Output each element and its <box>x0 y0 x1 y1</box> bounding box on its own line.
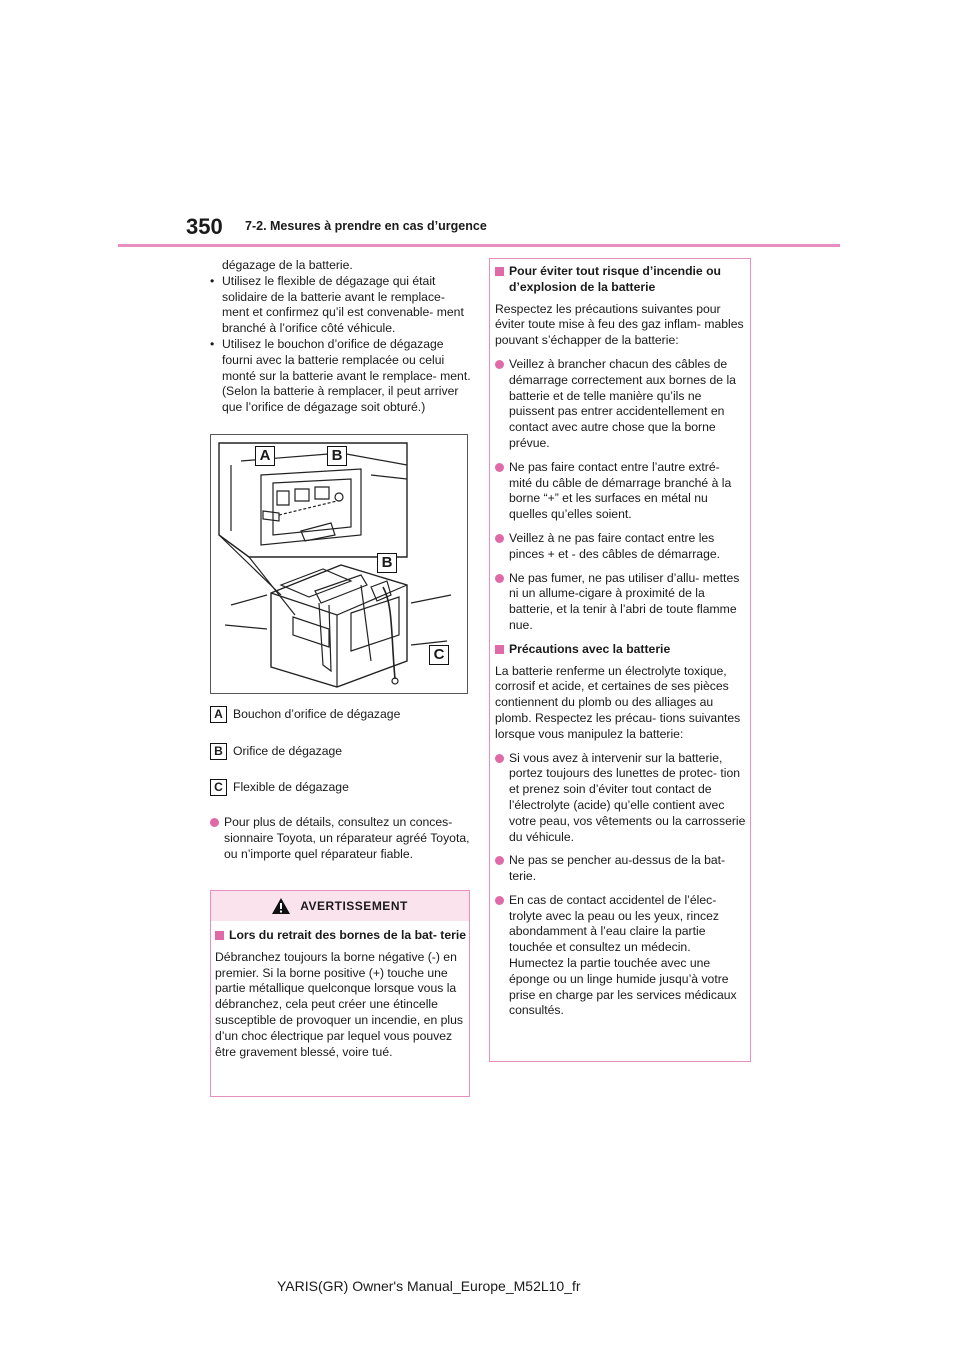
caution-paragraph: La batterie renferme un électrolyte toxique, corrosif et acide, et certaines de ses pièces contiennent du plomb ou des alliages au plomb. Respectez les précau- tions suivantes lorsque vous manipulez la batterie: <box>495 663 741 741</box>
legend-key: A <box>210 706 227 723</box>
legend-item <box>210 742 472 760</box>
bullet-item <box>210 274 472 337</box>
warning-body <box>211 921 469 1060</box>
figure-label-a: A <box>255 446 275 466</box>
intro-line: dégazage de la batterie. <box>222 258 353 272</box>
legend-item <box>210 706 472 724</box>
caution-item: En cas de contact accidentel de l’élec- trolyte avec la peau ou les yeux, rincez abondamment à l’eau claire la partie touchée et consultez un médecin. Humectez la partie touchée avec une éponge ou un linge humide jusqu’à votre prise en charge par les services médicaux consultés. <box>495 893 746 1019</box>
caution-item: Ne pas faire contact entre l’autre extré- mité du câble de démarrage branché à la borne “+” et les surfaces en métal nu quelles qu’elles soient. <box>495 460 746 523</box>
warning-title: AVERTISSEMENT <box>300 899 408 913</box>
caution-box <box>489 258 751 1062</box>
bullet-item <box>210 337 472 416</box>
bullet-mark: • <box>210 273 215 288</box>
caution-item: Veillez à ne pas faire contact entre les pinces + et - des câbles de démarrage. <box>495 531 746 563</box>
caution-heading: Pour éviter tout risque d’incendie ou d’explosion de la batterie <box>495 264 746 296</box>
caution-item: Ne pas fumer, ne pas utiliser d’allu- mettes ni un allume-cigare à proximité de la batterie, et la tenir à l’abri de toute flamme nue. <box>495 571 746 634</box>
figure-label-b: B <box>377 553 397 573</box>
caution-heading: Précautions avec la batterie <box>495 642 746 658</box>
legend-key: C <box>210 779 227 796</box>
legend-text: Flexible de dégazage <box>233 780 349 795</box>
battery-illustration <box>210 434 468 694</box>
caution-item: Veillez à brancher chacun des câbles de démarrage correctement aux bornes de la batterie et de telle manière qu’ils ne puissent pas entrer accidentellement en contact avec autre chose que la borne prévue. <box>495 357 746 452</box>
header-rule <box>118 244 840 247</box>
warning-triangle-icon <box>272 898 290 914</box>
figure-legend <box>210 706 472 797</box>
left-column <box>210 258 472 863</box>
bullet-text: Utilisez le bouchon d’orifice de dégazage fourni avec la batterie remplacée ou celui monté sur la batterie avant le remplace- ment. (Selon la batterie à remplacer, il peut arriver que l’orifice de dégazage soit obturé.) <box>222 336 471 415</box>
caution-item: Ne pas se pencher au-dessus de la bat- terie. <box>495 853 746 885</box>
warning-header <box>211 891 469 921</box>
figure-label-b: B <box>327 446 347 466</box>
caution-content <box>490 259 750 1019</box>
caution-paragraph: Respectez les précautions suivantes pour éviter toute mise à feu des gaz inflam- mables pouvant s’échapper de la batterie: <box>495 301 744 348</box>
legend-text: Bouchon d’orifice de dégazage <box>233 707 401 722</box>
legend-text: Orifice de dégazage <box>233 743 343 758</box>
warning-text: Débranchez toujours la borne négative (-) en premier. Si la borne positive (+) touche une partie métallique quelconque lorsque vous la débranchez, cela peut créer une étincelle susceptible de provoquer un incendie, en plus d’un choc électrique par lequel vous pouvez être gravement blessé, voire tué. <box>215 949 463 1059</box>
section-title: 7-2. Mesures à prendre en cas d’urgence <box>245 219 487 233</box>
footer-text: YARIS(GR) Owner's Manual_Europe_M52L10_fr <box>277 1278 581 1294</box>
warning-heading: Lors du retrait des bornes de la bat- terie <box>215 928 469 944</box>
figure-label-c: C <box>429 645 449 665</box>
warning-box <box>210 890 470 1097</box>
note-item: Pour plus de détails, consultez un conces- sionnaire Toyota, un réparateur agréé Toyota, ou n’importe quel réparateur fiable. <box>210 815 472 862</box>
caution-item: Si vous avez à intervenir sur la batterie, portez toujours des lunettes de protec- tion et prenez soin d’éviter tout contact de l’électrolyte (acide) qu’elle contient avec votre peau, vos vêtements ou la carrosserie du véhicule. <box>495 751 746 846</box>
bullet-mark: • <box>210 336 215 351</box>
legend-item <box>210 779 472 797</box>
bullet-text: Utilisez le flexible de dégazage qui était solidaire de la batterie avant le remplace- ment et confirmez qu’il est convenable- ment branché à l’orifice côté véhicule. <box>222 273 464 336</box>
page-number: 350 <box>186 214 223 239</box>
legend-key: B <box>210 743 227 760</box>
